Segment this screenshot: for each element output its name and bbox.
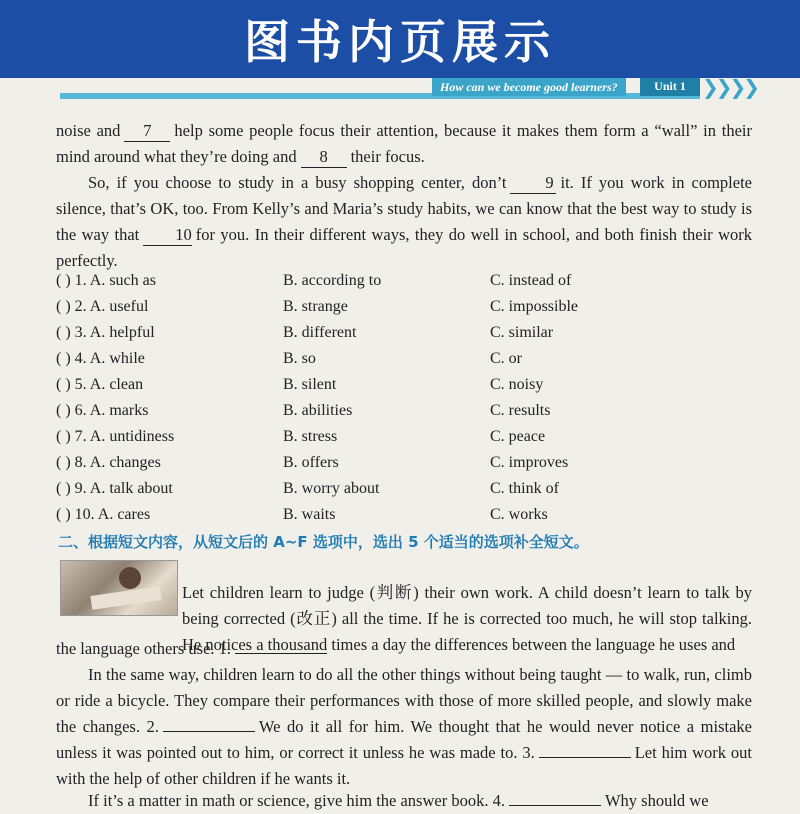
option-b[interactable]: B. stress bbox=[283, 428, 338, 445]
blank-4 bbox=[509, 805, 601, 806]
blank-2 bbox=[163, 731, 255, 732]
blank-3 bbox=[539, 757, 631, 758]
option-b[interactable]: B. silent bbox=[283, 376, 337, 393]
passage1-text: So, if you choose to study in a busy shopping center, don’t bbox=[88, 173, 507, 192]
passage2-text: We do it all for him. We thought that he would never notice a mistake unless it was pointed out to him, or correct it unless he was made to. 3. bbox=[56, 717, 752, 762]
option-row bbox=[56, 400, 756, 426]
section-heading: 二、根据短文内容，从短文后的 A~F 选项中，选出 5 个适当的选项补全短文。 bbox=[58, 533, 589, 551]
option-a[interactable]: ( ) 1. A. such as bbox=[56, 272, 156, 289]
passage2-text: Let him work out with the help of other children if he wants it. bbox=[56, 743, 752, 788]
blank-9: 9 bbox=[510, 173, 556, 194]
passage1-text: noise and bbox=[56, 121, 121, 140]
passage1-text: help some people focus their attention, because it makes them form a “wall” in their mind around what they’re doing and bbox=[56, 121, 752, 166]
option-row bbox=[56, 478, 756, 504]
option-c[interactable]: C. works bbox=[490, 506, 548, 523]
option-c[interactable]: C. or bbox=[490, 350, 522, 367]
child-studying-photo bbox=[60, 560, 178, 616]
photo-paper bbox=[90, 586, 161, 610]
blank-10: 10 bbox=[143, 225, 192, 246]
option-a[interactable]: ( ) 6. A. marks bbox=[56, 402, 149, 419]
banner-title: 图书内页展示 bbox=[244, 15, 556, 69]
option-c[interactable]: C. results bbox=[490, 402, 551, 419]
photo-figure bbox=[119, 567, 141, 589]
option-row bbox=[56, 348, 756, 374]
unit-label: Unit 1 bbox=[640, 78, 700, 96]
option-a[interactable]: ( ) 8. A. changes bbox=[56, 454, 161, 471]
option-row bbox=[56, 374, 756, 400]
option-b[interactable]: B. worry about bbox=[283, 480, 380, 497]
option-b[interactable]: B. abilities bbox=[283, 402, 353, 419]
passage2-text: If it’s a matter in math or science, give him the answer book. 4. bbox=[88, 791, 505, 810]
passage1-text: their focus. bbox=[350, 147, 425, 166]
option-b[interactable]: B. according to bbox=[283, 272, 382, 289]
option-b[interactable]: B. strange bbox=[283, 298, 348, 315]
passage1-para1 bbox=[56, 118, 752, 170]
passage1-para2 bbox=[56, 170, 752, 274]
option-a[interactable]: ( ) 2. A. useful bbox=[56, 298, 149, 315]
passage2-para1-end bbox=[56, 636, 752, 662]
option-c[interactable]: C. think of bbox=[490, 480, 559, 497]
option-b[interactable]: B. so bbox=[283, 350, 316, 367]
option-row bbox=[56, 504, 756, 530]
option-row bbox=[56, 270, 756, 296]
passage1-text: for you. In their different ways, they do well in school, and both finish their work perfectly. bbox=[56, 225, 753, 270]
banner bbox=[0, 0, 800, 78]
blank-8: 8 bbox=[301, 147, 347, 168]
passage2-text: Why should we bbox=[604, 791, 709, 810]
option-b[interactable]: B. offers bbox=[283, 454, 339, 471]
passage1-text: it. If you work in complete silence, that’s OK, too. From Kelly’s and Maria’s study habits, we can know that the best way to study is the way that bbox=[56, 173, 752, 244]
option-a[interactable]: ( ) 5. A. clean bbox=[56, 376, 144, 393]
option-row bbox=[56, 322, 756, 348]
option-a[interactable]: ( ) 4. A. while bbox=[56, 350, 145, 367]
passage2-para3 bbox=[56, 788, 752, 810]
option-b[interactable]: B. different bbox=[283, 324, 357, 341]
passage2-text: Let children learn to judge (判断) their own work. A child doesn’t learn to talk by being corrected (改正) all the time. If he is corrected too much, he will stop talking. He notices a thousand times a day the differences between the language he uses and bbox=[182, 583, 752, 654]
option-c[interactable]: C. noisy bbox=[490, 376, 544, 393]
option-b[interactable]: B. waits bbox=[283, 506, 336, 523]
option-a[interactable]: ( ) 3. A. helpful bbox=[56, 324, 155, 341]
passage2-text: In the same way, children learn to do all the other things without being taught — to walk, run, climb or ride a bicycle. They compare their performances with those of more skilled people, and slowly make the changes. 2. bbox=[56, 665, 752, 736]
unit-title: How can we become good learners? bbox=[432, 78, 626, 96]
option-c[interactable]: C. similar bbox=[490, 324, 554, 341]
option-row bbox=[56, 452, 756, 478]
blank-7: 7 bbox=[124, 121, 170, 142]
passage2-text: the language others use. 1. bbox=[56, 639, 232, 658]
option-c[interactable]: C. instead of bbox=[490, 272, 572, 289]
option-row bbox=[56, 296, 756, 322]
option-a[interactable]: ( ) 9. A. talk about bbox=[56, 480, 173, 497]
option-c[interactable]: C. impossible bbox=[490, 298, 579, 315]
option-a[interactable]: ( ) 10. A. cares bbox=[56, 506, 151, 523]
blank-1 bbox=[235, 653, 327, 654]
options-list bbox=[56, 270, 756, 530]
option-c[interactable]: C. peace bbox=[490, 428, 546, 445]
passage2-para2 bbox=[56, 662, 752, 792]
option-c[interactable]: C. improves bbox=[490, 454, 569, 471]
option-row bbox=[56, 426, 756, 452]
chevron-right-icon: ❯❯❯❯ bbox=[702, 75, 758, 99]
option-a[interactable]: ( ) 7. A. untidiness bbox=[56, 428, 175, 445]
